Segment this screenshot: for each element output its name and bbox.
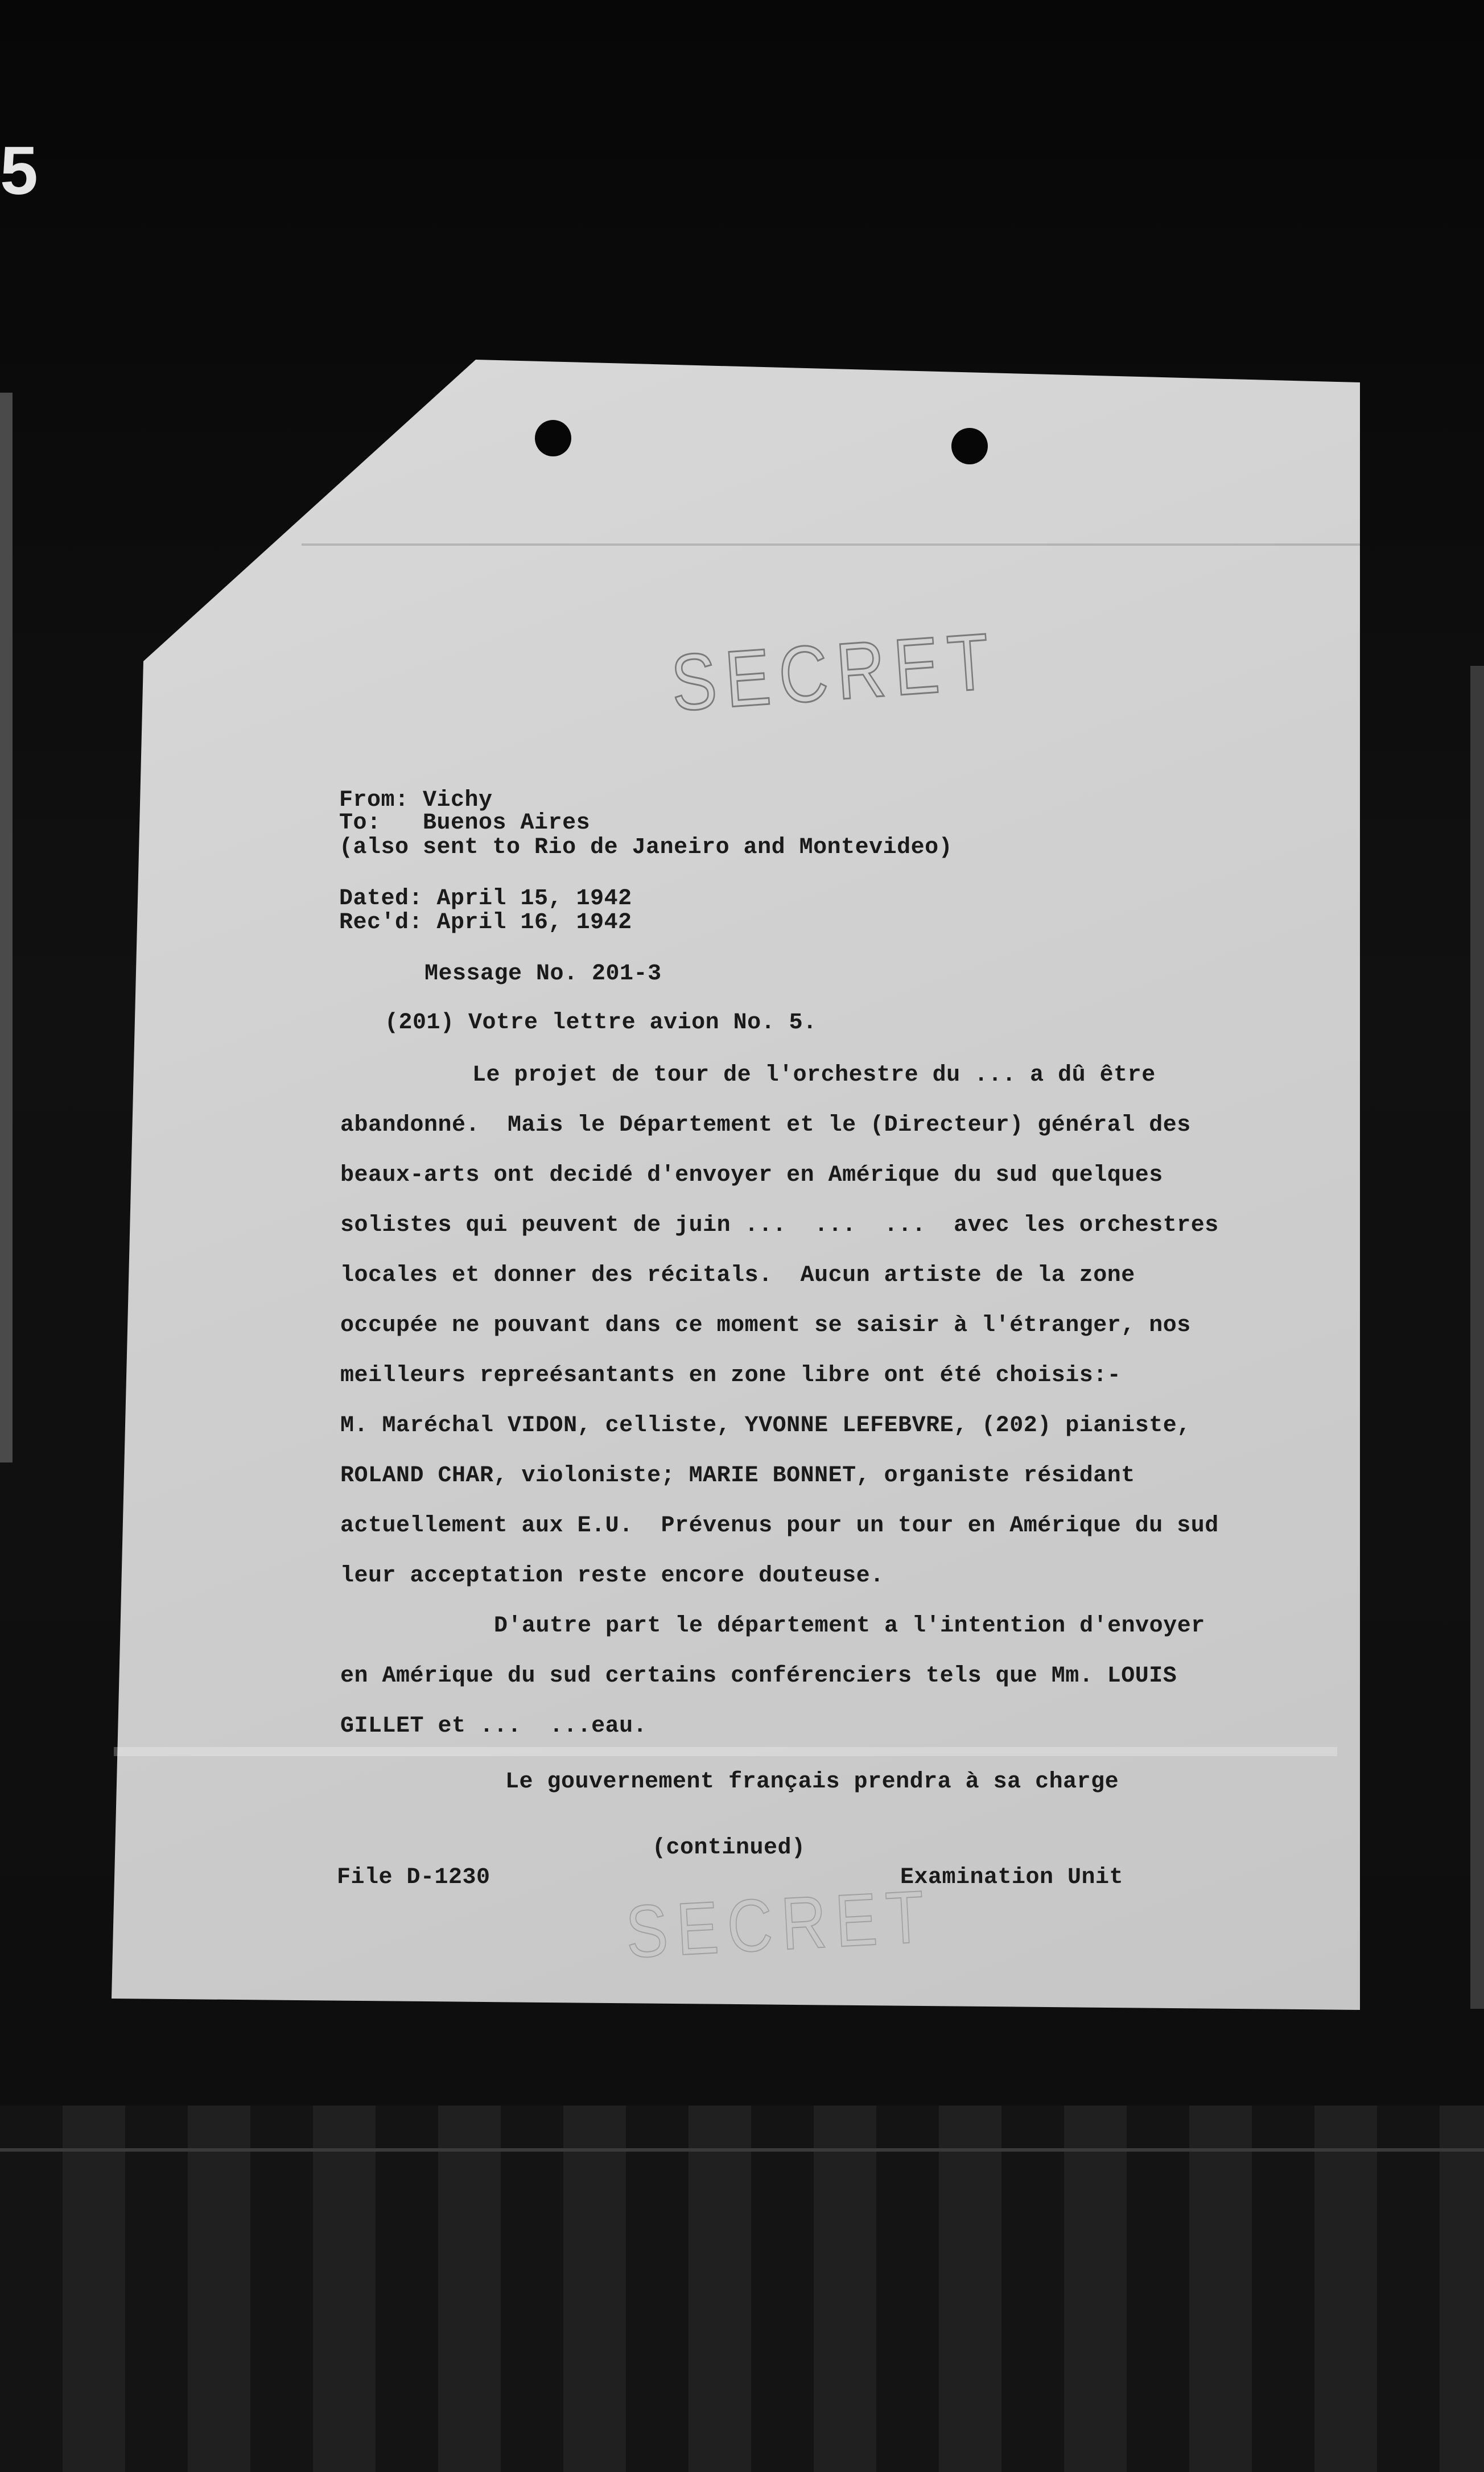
header-also-sent: (also sent to Rio de Janeiro and Montevideo) xyxy=(339,835,953,860)
body-line: ROLAND CHAR, violoniste; MARIE BONNET, organiste résidant xyxy=(340,1463,1135,1489)
body-line: leur acceptation reste encore douteuse. xyxy=(340,1563,884,1589)
body-line: beaux-arts ont decidé d'envoyer en Amérique du sud quelques xyxy=(340,1163,1163,1188)
examination-unit: Examination Unit xyxy=(900,1865,1124,1890)
header-received: Rec'd: April 16, 1942 xyxy=(339,910,632,936)
body-line: M. Maréchal VIDON, celliste, YVONNE LEFEBVRE, (202) pianiste, xyxy=(340,1413,1191,1439)
body-line: abandonné. Mais le Département et le (Directeur) général des xyxy=(340,1113,1191,1138)
film-edge-left xyxy=(0,393,13,1462)
body-line: solistes qui peuvent de juin ... ... ... avec les orchestres xyxy=(340,1213,1219,1238)
body-line: occupée ne pouvant dans ce moment se saisir à l'étranger, nos xyxy=(340,1313,1191,1338)
body-line: GILLET et ... ...eau. xyxy=(340,1713,648,1739)
header-to: To: Buenos Aires xyxy=(339,810,591,836)
message-reference: (201) Votre lettre avion No. 5. xyxy=(385,1010,817,1036)
sheet-fold-line xyxy=(302,543,1360,546)
body-line: Le gouvernement français prendra à sa charge xyxy=(505,1769,1119,1795)
body-line: locales et donner des récitals. Aucun artiste de la zone xyxy=(340,1263,1135,1288)
message-number: Message No. 201-3 xyxy=(424,961,662,987)
body-line: Le projet de tour de l'orchestre du ... a dû être xyxy=(472,1062,1156,1088)
body-line: actuellement aux E.U. Prévenus pour un tour en Amérique du sud xyxy=(340,1513,1219,1539)
body-line: D'autre part le département a l'intention d'envoyer xyxy=(494,1613,1205,1639)
sheet-crease xyxy=(114,1747,1337,1756)
body-line: meilleurs repreésantants en zone libre ont été choisis:- xyxy=(340,1363,1122,1389)
header-from: From: Vichy xyxy=(339,788,493,813)
file-number: File D-1230 xyxy=(337,1865,490,1890)
body-line: en Amérique du sud certains conférenciers tels que Mm. LOUIS xyxy=(340,1663,1177,1689)
film-bottom-band xyxy=(0,2106,1484,2472)
punch-hole-right xyxy=(951,428,988,464)
frame-number: 5 xyxy=(0,133,38,209)
punch-hole-left xyxy=(535,420,571,456)
continued-note: (continued) xyxy=(652,1835,806,1861)
film-edge-right xyxy=(1470,666,1484,2009)
film-bottom-divider xyxy=(0,2148,1484,2152)
secret-stamp-bottom: SECRET xyxy=(624,1874,935,1974)
secret-stamp-top: SECRET xyxy=(668,616,1001,728)
header-dated: Dated: April 15, 1942 xyxy=(339,886,632,912)
